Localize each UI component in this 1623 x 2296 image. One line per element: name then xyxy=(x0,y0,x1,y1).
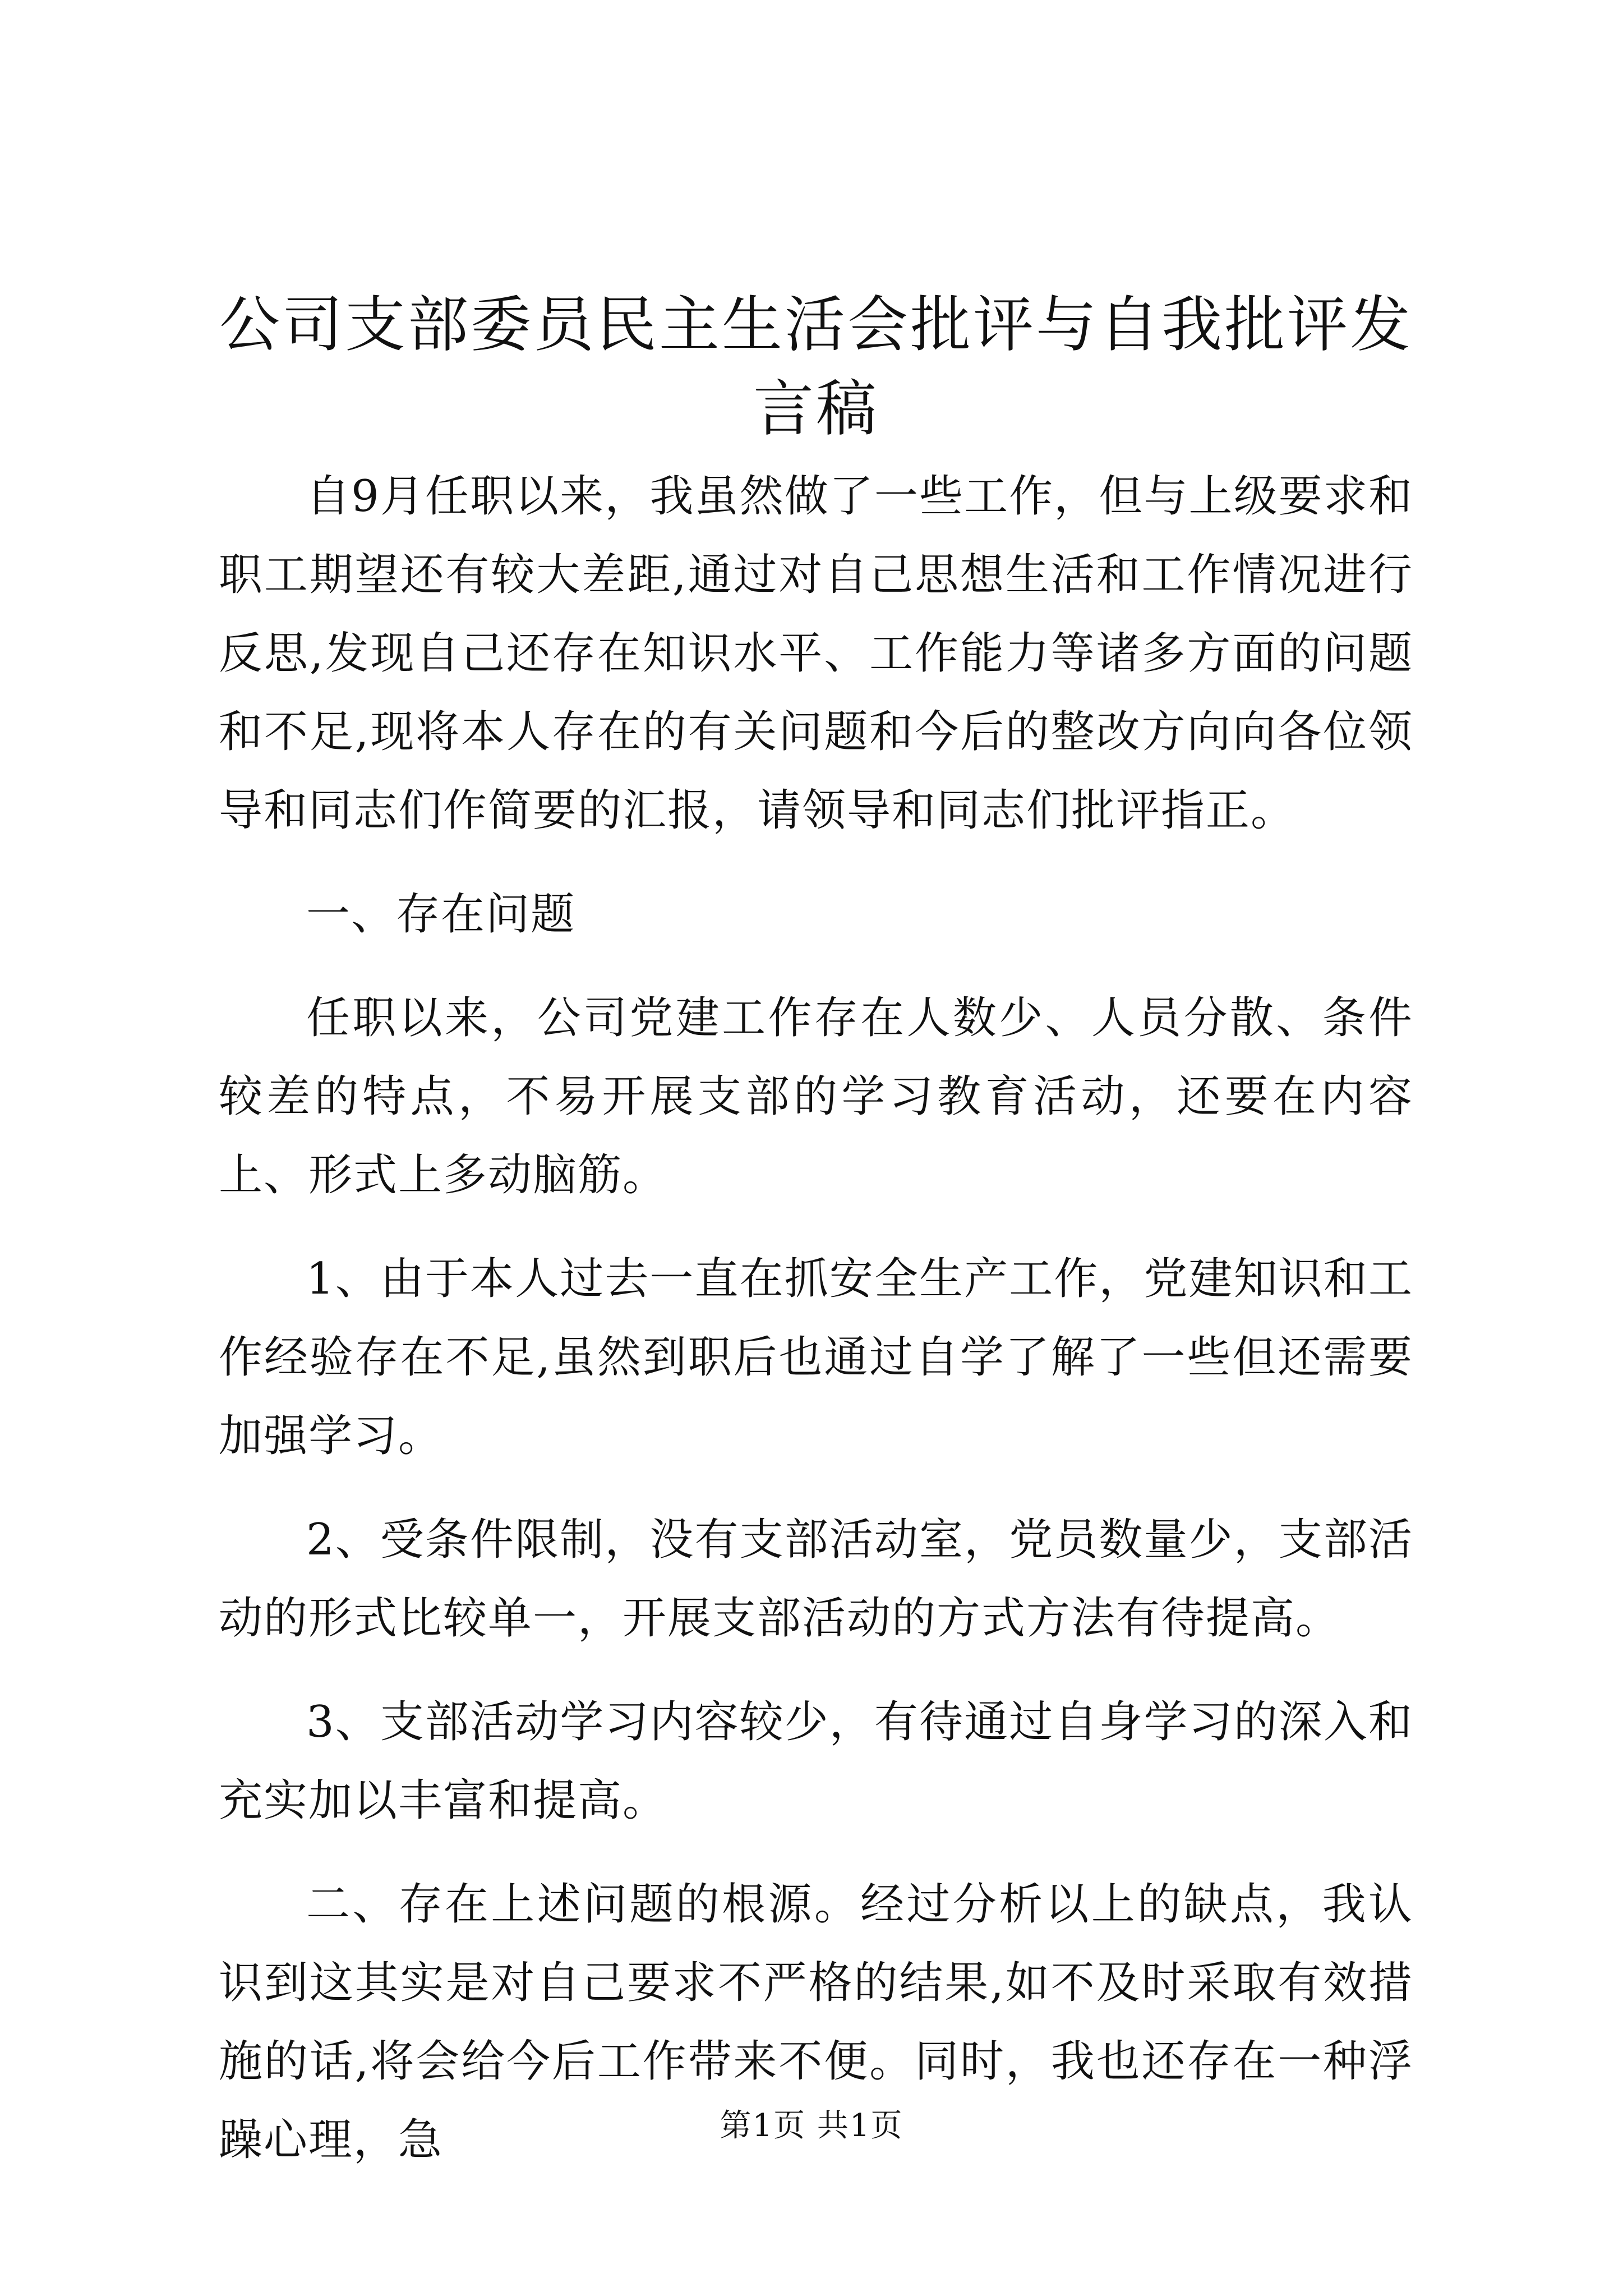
paragraph-problem-3: 3、支部活动学习内容较少，有待通过自身学习的深入和充实加以丰富和提高。 xyxy=(219,1697,1413,1826)
paragraph-problem-1: 1、由于本人过去一直在抓安全生产工作，党建知识和工作经验存在不足,虽然到职后也通过自学了解了一些但还需要加强学习。 xyxy=(219,1254,1413,1461)
paragraph-problem-2: 2、受条件限制，没有支部活动室，党员数量少，支部活动的形式比较单一，开展支部活动的方式方法有待提高。 xyxy=(219,1515,1413,1644)
paragraph-intro: 自9月任职以来，我虽然做了一些工作，但与上级要求和职工期望还有较大差距,通过对自己思想生活和工作情况进行反思,发现自己还存在知识水平、工作能力等诸多方面的问题和不足,现将本人存在的有关问题和今后的整改方向向各位领导和同志们作简要的汇报，请领导和同志们批评指正。 xyxy=(219,471,1413,836)
section-heading-problems: 一、存在问题 xyxy=(306,889,576,940)
paragraph-root-causes: 二、存在上述问题的根源。经过分析以上的缺点，我认识到这其实是对自己要求不严格的结果,如不及时采取有效措施的话,将会给今后工作带来不便。同时，我也还存在一种浮躁心理，急 xyxy=(219,1879,1413,2165)
paragraph-problems-overview: 任职以来，公司党建工作存在人数少、人员分散、条件较差的特点，不易开展支部的学习教育活动，还要在内容上、形式上多动脑筋。 xyxy=(219,993,1413,1200)
document-body xyxy=(219,457,1413,2179)
document-title: 公司支部委员民主生活会批评与自我批评发言稿 xyxy=(219,290,1413,444)
page-footer: 第1页 共1页 xyxy=(720,2108,903,2144)
